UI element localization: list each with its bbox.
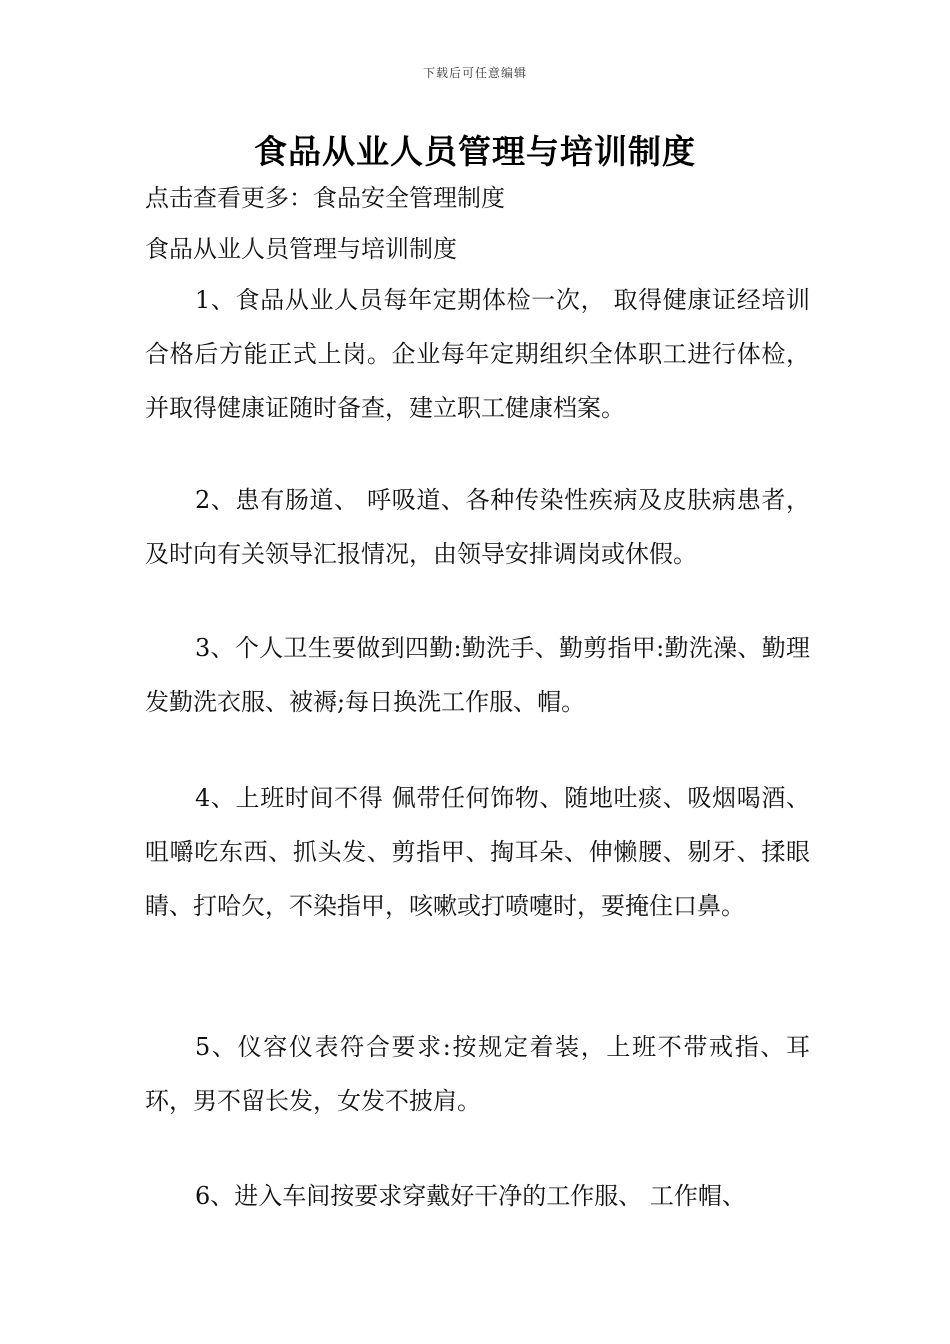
paragraph-6: 6、进入车间按要求穿戴好干净的工作服、 工作帽、 [195,1182,746,1210]
more-link-prefix: 点击查看更多： [145,184,313,212]
paragraph-3: 3、个人卫生要做到四勤:勤洗手、勤剪指甲:勤洗澡、勤理发勤洗衣服、被褥;每日换洗工作服、帽。 [145,634,810,716]
paragraph-2: 2、患有肠道、 呼吸道、各种传染性疾病及皮肤病患者，及时向有关领导汇报情况，由领导安排调岗或休假。 [145,486,810,568]
paragraph-5: 5、仪容仪表符合要求:按规定着装，上班不带戒指、耳环，男不留长发，女发不披肩。 [145,1033,810,1115]
paragraph-4: 4、上班时间不得 佩带任何饰物、随地吐痰、吸烟喝酒、咀嚼吃东西、抓头发、剪指甲、掏耳朵、伸懒腰、剔牙、揉眼睛、打哈欠，不染指甲，咳嗽或打喷嚏时，要掩住口鼻。 [145,784,810,920]
paragraph-1: 1、食品从业人员每年定期体检一次， 取得健康证经培训合格后方能正式上岗。企业每年定期组织全体职工进行体检，并取得健康证随时备查，建立职工健康档案。 [145,286,810,422]
more-link-line [145,182,505,214]
document-subtitle: 食品从业人员管理与培训制度 [145,235,457,263]
food-safety-rules-link[interactable]: 食品安全管理制度 [313,184,505,212]
document-title: 食品从业人员管理与培训制度 [254,132,696,171]
header-note: 下载后可任意编辑 [422,66,527,80]
